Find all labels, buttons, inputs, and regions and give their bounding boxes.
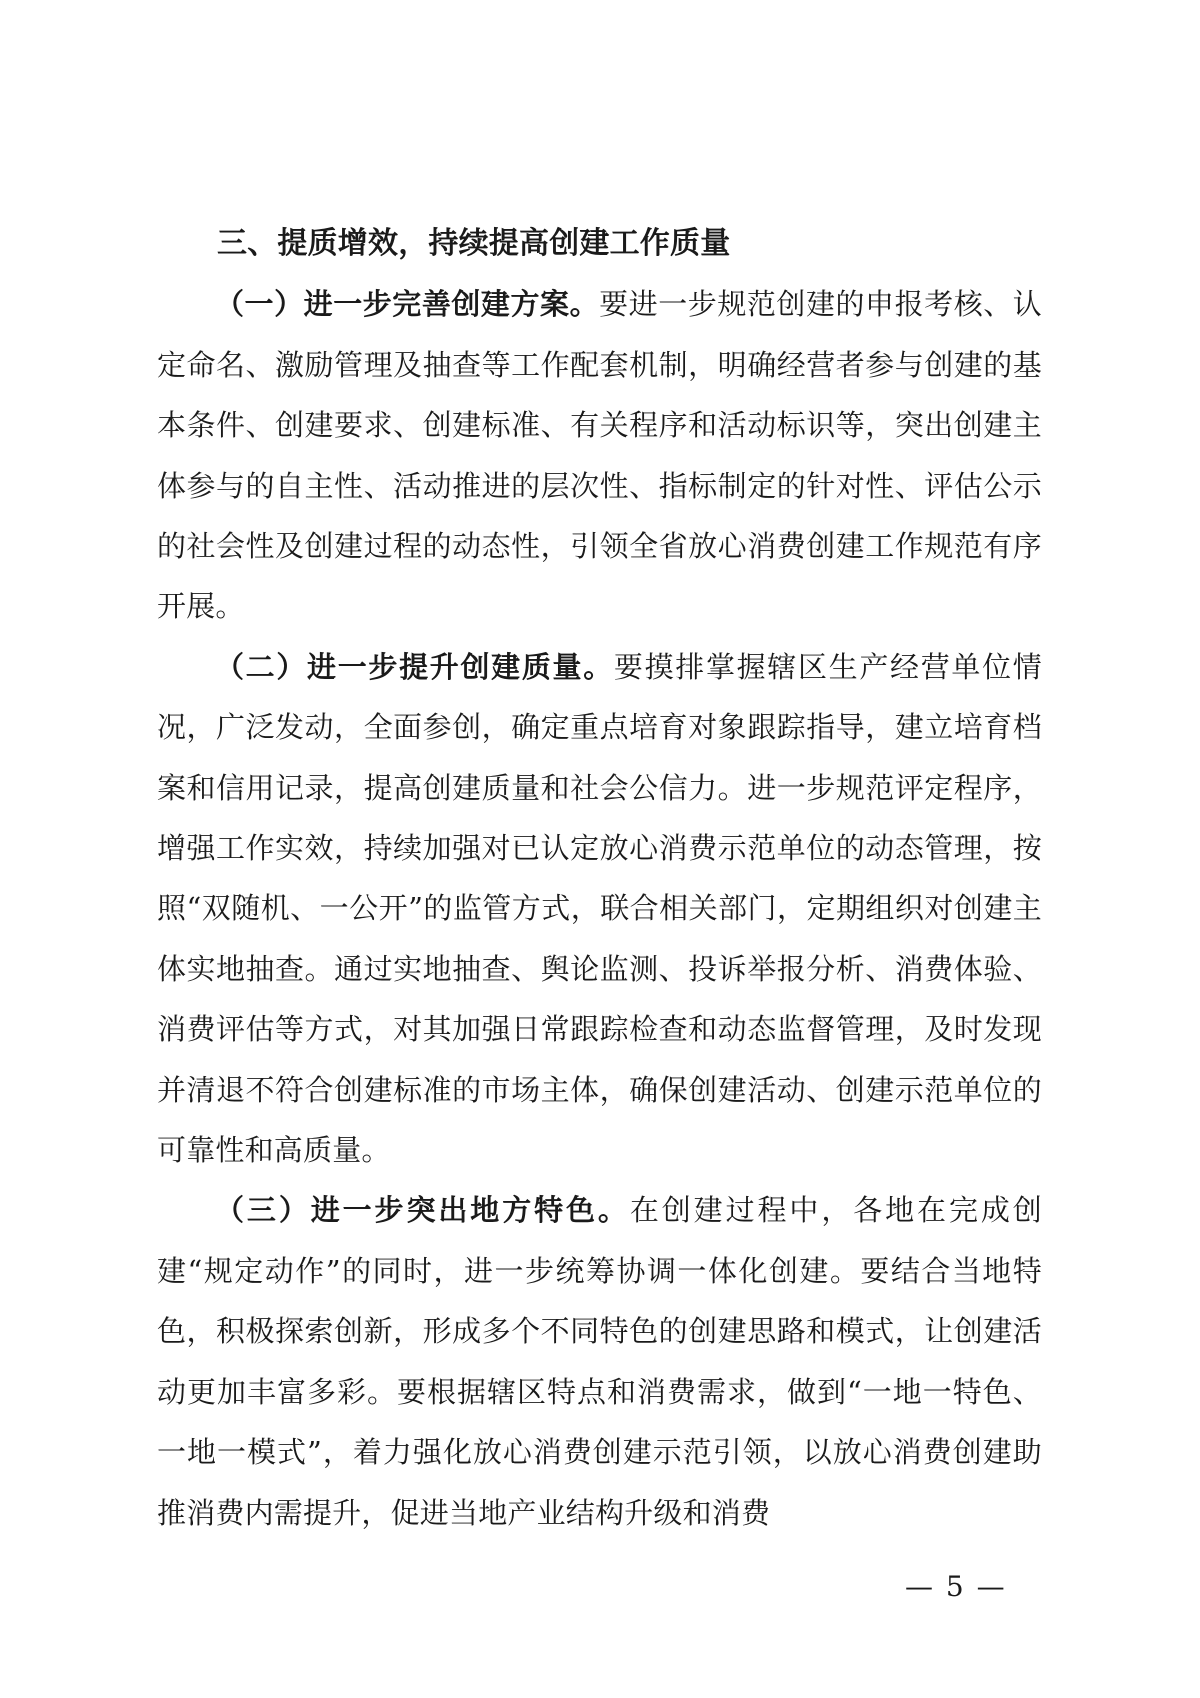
- paragraph-2: [157, 637, 1042, 1181]
- paragraph-3-body: 在创建过程中，各地在完成创建“规定动作”的同时，进一步统筹协调一体化创建。要结合当地特色，积极探索创新，形成多个不同特色的创建思路和模式，让创建活动更加丰富多彩。要根据辖区特点和消费需求，做到“一地一特色、一地一模式”，着力强化放心消费创建示范引领，以放心消费创建助推消费内需提升，促进当地产业结构升级和消费: [157, 1193, 1042, 1530]
- paragraph-1-body: 要进一步规范创建的申报考核、认定命名、激励管理及抽查等工作配套机制，明确经营者参与创建的基本条件、创建要求、创建标准、有关程序和活动标识等，突出创建主体参与的自主性、活动推进的层次性、指标制定的针对性、评估公示的社会性及创建过程的动态性，引领全省放心消费创建工作规范有序开展。: [157, 287, 1042, 624]
- paragraph-2-body: 要摸排掌握辖区生产经营单位情况，广泛发动，全面参创，确定重点培育对象跟踪指导，建立培育档案和信用记录，提高创建质量和社会公信力。进一步规范评定程序，增强工作实效，持续加强对已认定放心消费示范单位的动态管理，按照“双随机、一公开”的监管方式，联合相关部门，定期组织对创建主体实地抽查。通过实地抽查、舆论监测、投诉举报分析、消费体验、消费评估等方式，对其加强日常跟踪检查和动态监督管理，及时发现并清退不符合创建标准的市场主体，确保创建活动、创建示范单位的可靠性和高质量。: [157, 649, 1042, 1168]
- paragraph-3: [157, 1180, 1042, 1542]
- document-body: [157, 214, 1042, 1543]
- paragraph-1-lead: （一）进一步完善创建方案。: [215, 287, 600, 322]
- section-heading: 三、提质增效，持续提高创建工作质量: [217, 226, 731, 261]
- paragraph-1: [157, 274, 1042, 636]
- paragraph-2-lead: （二）进一步提升创建质量。: [215, 649, 614, 684]
- page-number: — 5 —: [905, 1570, 1007, 1603]
- paragraph-3-lead: （三）进一步突出地方特色。: [215, 1193, 630, 1228]
